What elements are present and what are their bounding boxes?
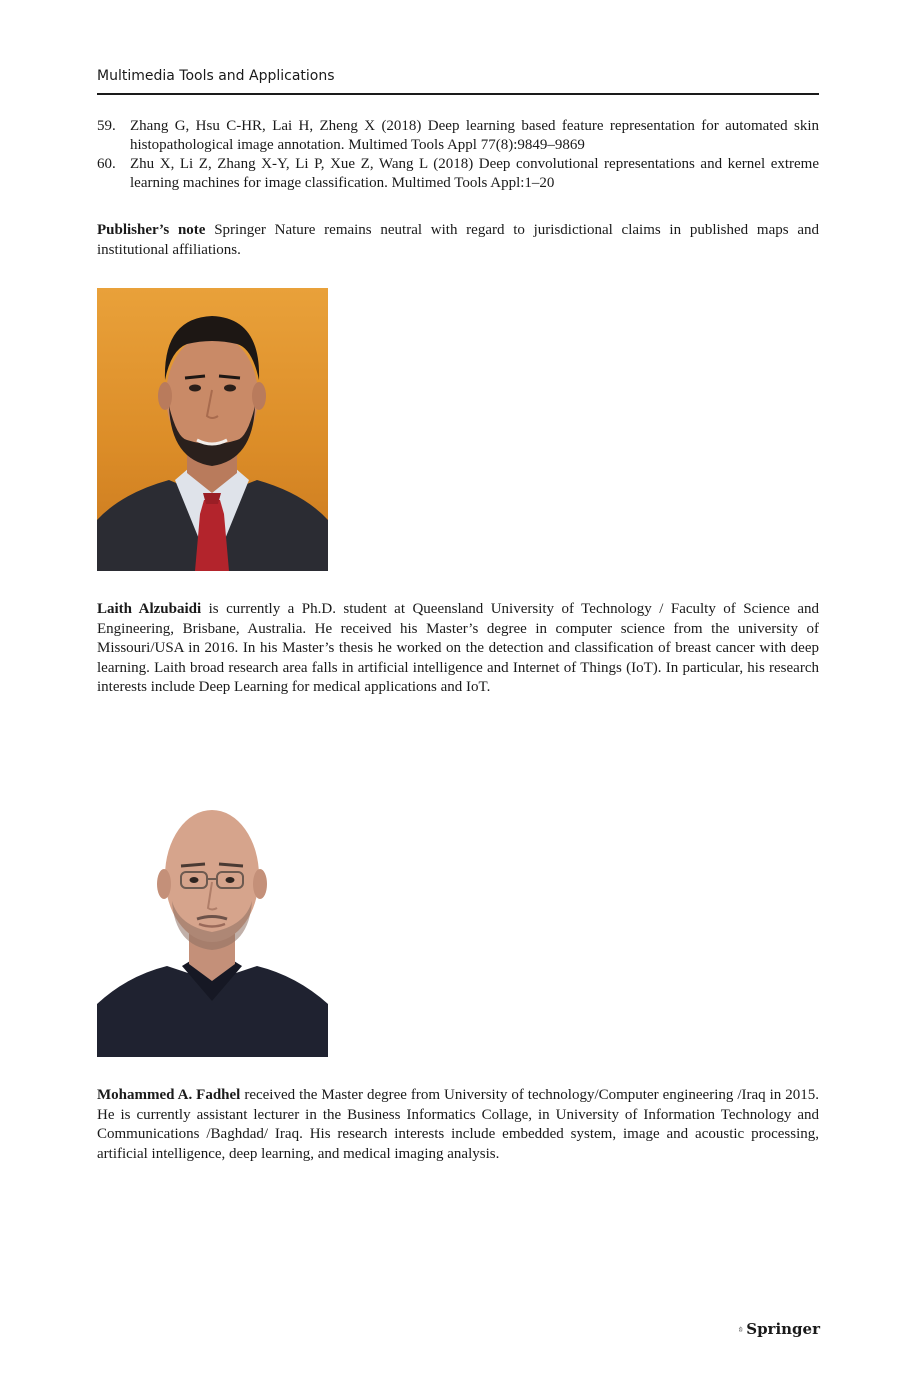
publisher-note-label: Publisher’s note	[97, 222, 206, 238]
author-photo-mohammed	[97, 776, 328, 1057]
reference-number: 60.	[97, 156, 116, 172]
author-bio-text: received the Master degree from University of technology/Computer engineering /Iraq in 2015. He is currently assistant lecturer in the Business Informatics Collage, in University of Information Technology and Communications /Baghdad/ Iraq. His research interests include embedded system, image and acoustic processing, artificial intelligence, deep learning, and medical imaging analysis.	[97, 1087, 819, 1162]
author-photo-laith	[97, 288, 328, 571]
journal-title: Multimedia Tools and Applications	[97, 68, 335, 84]
publisher-note	[97, 220, 819, 260]
author-bio-laith	[97, 600, 819, 698]
author-bio-text: is currently a Ph.D. student at Queensland University of Technology / Faculty of Science and Engineering, Brisbane, Australia. He received his Master’s degree in computer science from the university of Missouri/USA in 2016. In his Master’s thesis he worked on the detection and classification of breast cancer with deep learning. Laith broad research area falls in artificial intelligence and Internet of Things (IoT). In particular, his research interests include Deep Learning for medical applications and IoT.	[97, 601, 819, 695]
reference-number: 59.	[97, 118, 116, 134]
author-name: Laith Alzubaidi	[97, 601, 202, 617]
author-name: Mohammed A. Fadhel	[97, 1087, 241, 1103]
reference-text: Zhu X, Li Z, Zhang X-Y, Li P, Xue Z, Wang L (2018) Deep convolutional representations and kernel extreme learning machines for image classification. Multimed Tools Appl:1–20	[130, 156, 819, 191]
reference-text: Zhang G, Hsu C-HR, Lai H, Zheng X (2018) Deep learning based feature representation for automated skin histopathological image annotation. Multimed Tools Appl 77(8):9849–9869	[130, 118, 819, 153]
publisher-logo	[738, 1318, 820, 1340]
author-bio-mohammed	[97, 1086, 819, 1164]
publisher-logo-text: Springer	[746, 1320, 820, 1338]
portrait-illustration	[97, 288, 328, 571]
reference-list	[97, 117, 819, 193]
publisher-note-text: Springer Nature remains neutral with regard to jurisdictional claims in published maps and institutional affiliations.	[97, 222, 819, 258]
portrait-illustration	[97, 776, 328, 1057]
running-header	[97, 66, 819, 95]
chess-knight-icon	[738, 1320, 743, 1338]
reference-item	[97, 117, 819, 155]
reference-item	[97, 155, 819, 193]
